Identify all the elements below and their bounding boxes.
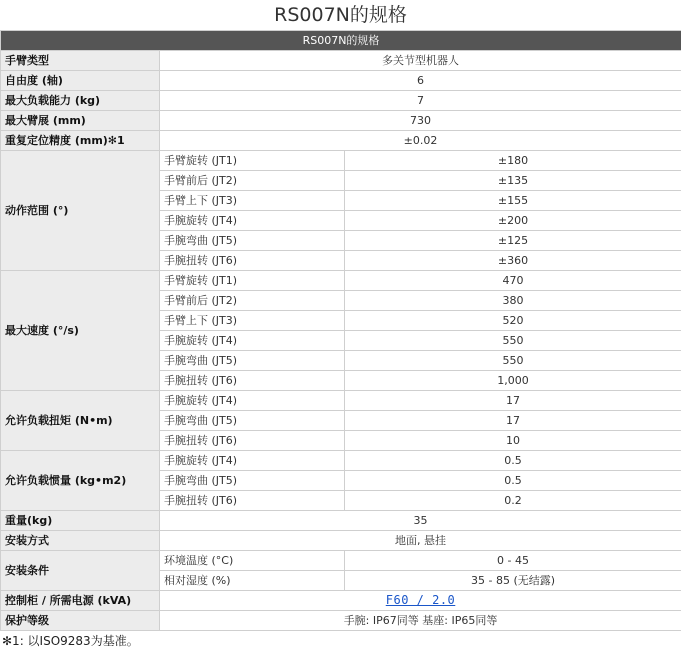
axis-value: 520 (345, 311, 681, 331)
row-hand-type (1, 51, 681, 71)
row-torque (1, 391, 681, 411)
row-repeatability (1, 131, 681, 151)
axis-value: ±200 (345, 211, 681, 231)
axis-label: 手腕旋转 (JT4) (160, 211, 345, 231)
axis-label: 手臂上下 (JT3) (160, 311, 345, 331)
axis-value: 470 (345, 271, 681, 291)
row-value: ±0.02 (160, 131, 681, 151)
row-label: 自由度 (轴) (1, 71, 160, 91)
axis-value: ±180 (345, 151, 681, 171)
axis-label: 手腕旋转 (JT4) (160, 331, 345, 351)
axis-label: 手腕旋转 (JT4) (160, 391, 345, 411)
axis-value: 0 - 45 (345, 551, 681, 571)
row-label: 控制柜 / 所需电源 (kVA) (1, 591, 160, 611)
axis-value: ±155 (345, 191, 681, 211)
axis-value: 0.5 (345, 451, 681, 471)
row-payload (1, 91, 681, 111)
row-dof (1, 71, 681, 91)
axis-value: ±360 (345, 251, 681, 271)
row-value: 6 (160, 71, 681, 91)
axis-label: 手臂前后 (JT2) (160, 171, 345, 191)
axis-label: 手臂前后 (JT2) (160, 291, 345, 311)
axis-label: 手腕扭转 (JT6) (160, 251, 345, 271)
row-label: 安装方式 (1, 531, 160, 551)
axis-value: 17 (345, 411, 681, 431)
controller-link[interactable]: F60 / 2.0 (385, 593, 456, 607)
axis-value: 380 (345, 291, 681, 311)
row-label: 允许负载惯量 (kg•m2) (1, 451, 160, 511)
axis-label: 手臂旋转 (JT1) (160, 271, 345, 291)
axis-label: 手腕扭转 (JT6) (160, 491, 345, 511)
axis-value: 17 (345, 391, 681, 411)
row-label: 重量(kg) (1, 511, 160, 531)
row-label: 手臂类型 (1, 51, 160, 71)
row-value: 手腕: IP67同等 基座: IP65同等 (160, 611, 681, 631)
axis-value: 0.2 (345, 491, 681, 511)
table-header: RS007N的规格 (1, 31, 681, 51)
axis-label: 手腕旋转 (JT4) (160, 451, 345, 471)
axis-value: ±125 (345, 231, 681, 251)
row-controller (1, 591, 681, 611)
axis-label: 相对湿度 (%) (160, 571, 345, 591)
axis-value: 1,000 (345, 371, 681, 391)
row-max-speed (1, 271, 681, 291)
row-mounting (1, 531, 681, 551)
axis-value: 0.5 (345, 471, 681, 491)
axis-label: 手腕弯曲 (JT5) (160, 351, 345, 371)
axis-value: 550 (345, 351, 681, 371)
axis-label: 手腕弯曲 (JT5) (160, 471, 345, 491)
axis-label: 手腕扭转 (JT6) (160, 431, 345, 451)
row-label: 最大速度 (°/s) (1, 271, 160, 391)
axis-label: 环境温度 (°C) (160, 551, 345, 571)
row-label: 动作范围 (°) (1, 151, 160, 271)
axis-label: 手腕扭转 (JT6) (160, 371, 345, 391)
axis-value: 550 (345, 331, 681, 351)
row-value: 地面, 悬挂 (160, 531, 681, 551)
row-mass (1, 511, 681, 531)
row-reach (1, 111, 681, 131)
row-value: 35 (160, 511, 681, 531)
row-label: 最大负载能力 (kg) (1, 91, 160, 111)
row-environment (1, 551, 681, 571)
row-label: 重复定位精度 (mm)✻1 (1, 131, 160, 151)
row-label: 允许负载扭矩 (N•m) (1, 391, 160, 451)
row-value: 7 (160, 91, 681, 111)
row-value-cell (160, 591, 681, 611)
row-value: 730 (160, 111, 681, 131)
axis-label: 手臂旋转 (JT1) (160, 151, 345, 171)
row-inertia (1, 451, 681, 471)
axis-value: 35 - 85 (无结露) (345, 571, 681, 591)
row-label: 最大臂展 (mm) (1, 111, 160, 131)
row-label: 保护等级 (1, 611, 160, 631)
spec-table (0, 30, 681, 631)
row-value: 多关节型机器人 (160, 51, 681, 71)
footnote: ✻1: 以ISO9283为基准。 (2, 634, 139, 648)
row-protection (1, 611, 681, 631)
row-motion-range (1, 151, 681, 171)
axis-value: 10 (345, 431, 681, 451)
page-title: RS007N的规格 (274, 4, 407, 26)
axis-value: ±135 (345, 171, 681, 191)
axis-label: 手腕弯曲 (JT5) (160, 231, 345, 251)
axis-label: 手臂上下 (JT3) (160, 191, 345, 211)
axis-label: 手腕弯曲 (JT5) (160, 411, 345, 431)
table-header-row (1, 31, 681, 51)
row-label: 安装条件 (1, 551, 160, 591)
